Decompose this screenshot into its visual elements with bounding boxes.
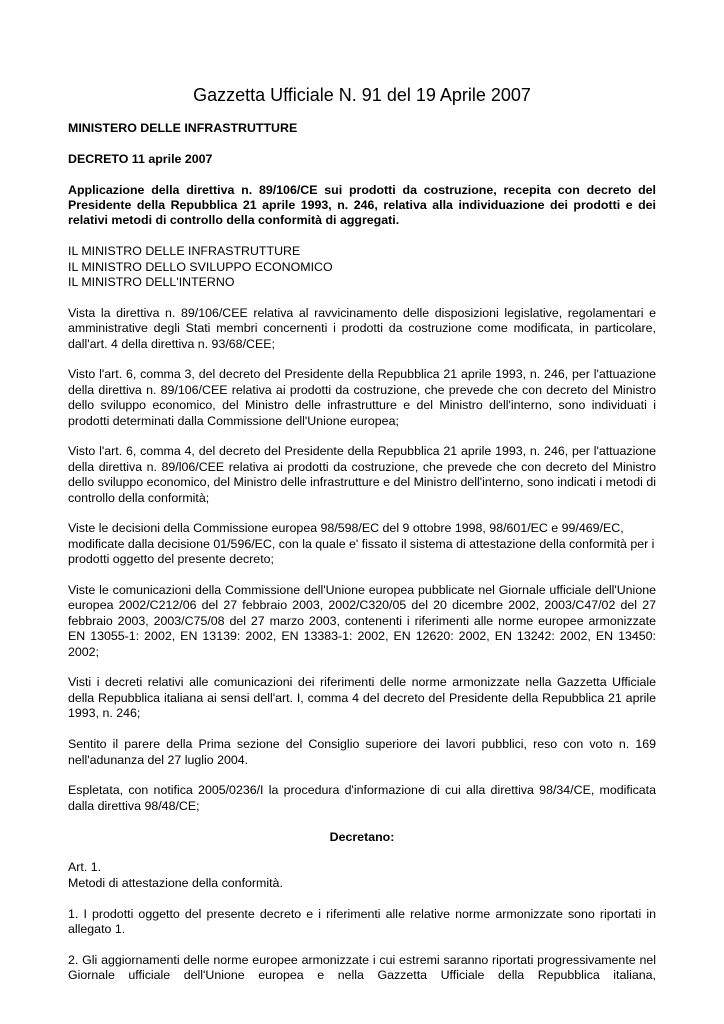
ministers-block (68, 244, 656, 290)
decretano-heading: Decretano: (329, 829, 395, 844)
document-page (68, 84, 656, 984)
recital-paragraph: Visto l'art. 6, comma 3, del decreto del Presidente della Repubblica 21 aprile 1993, n. 246, per l'attuazione della direttiva n. 89/106/CEE relativa ai prodotti da costruzione, che prevede che con decreto del Ministro dello sviluppo economico, del Ministro delle infrastrutture e del Ministro dell'interno, sono individuati i prodotti determinati dalla Commissione dell'Unione europea; (68, 367, 656, 428)
article-paragraph: 2. Gli aggiornamenti delle norme europee armonizzate i cui estremi saranno riportati progressivamente nel Giornale ufficiale dell'Unione europea e nella Gazzetta Ufficiale della Repubblica italiana, (68, 952, 656, 983)
document-title: Gazzetta Ufficiale N. 91 del 19 Aprile 2007 (193, 85, 531, 105)
recital-paragraph: Viste le decisioni della Commissione europea 98/598/EC del 9 ottobre 1998, 98/601/EC e 99/469/EC, modificate dalla decisione 01/596/EC, con la quale e' fissato il sistema di attestazione della conformità per i prodotti oggetto del presente decreto; (68, 521, 655, 567)
decree-heading: DECRETO 11 aprile 2007 (68, 151, 213, 166)
recital-paragraph: Visti i decreti relativi alle comunicazioni dei riferimenti delle norme armonizzate nella Gazzetta Ufficiale della Repubblica italiana ai sensi dell'art. I, comma 4 del decreto del Presidente della Repubblica 21 aprile 1993, n. 246; (68, 675, 656, 721)
article-heading (68, 860, 656, 891)
minister-line: IL MINISTRO DELLO SVILUPPO ECONOMICO (68, 259, 333, 274)
minister-line: IL MINISTRO DELL'INTERNO (68, 275, 235, 290)
minister-line: IL MINISTRO DELLE INFRASTRUTTURE (68, 244, 301, 259)
recital-paragraph: Espletata, con notifica 2005/0236/I la procedura d'informazione di cui alla direttiva 98/34/CE, modificata dalla direttiva 98/48/CE; (68, 783, 656, 813)
article-title: Metodi di attestazione della conformità. (68, 875, 283, 890)
recital-paragraph: Sentito il parere della Prima sezione del Consiglio superiore dei lavori pubblici, reso con voto n. 169 nell'adunanza del 27 luglio 2004. (68, 737, 656, 767)
recital-paragraph: Vista la direttiva n. 89/106/CEE relativa al ravvicinamento delle disposizioni legislative, regolamentari e amministrative degli Stati membri concernenti i prodotti da costruzione come modificata, in particolare, dall'art. 4 della direttiva n. 93/68/CEE; (68, 305, 656, 351)
article-paragraph: 1. I prodotti oggetto del presente decreto e i riferimenti alle relative norme armonizzate sono riportati in allegato 1. (68, 906, 656, 936)
recital-paragraph: Viste le comunicazioni della Commissione dell'Unione europea pubblicate nel Giornale ufficiale dell'Unione europea 2002/C212/06 del 27 febbraio 2003, 2002/C320/05 del 20 dicembre 2002, 2003/C47/02 del 27 febbraio 2003, 2003/C75/08 del 27 marzo 2003, contenenti i riferimenti alle norme europee armonizzate EN 13055-1: 2002, EN 13139: 2002, EN 13383-1: 2002, EN 12620: 2002, EN 13242: 2002, EN 13450: 2002; (68, 583, 656, 659)
article-number: Art. 1. (68, 860, 102, 875)
ministry-heading: MINISTERO DELLE INFRASTRUTTURE (68, 121, 298, 135)
decree-subject: Applicazione della direttiva n. 89/106/CE sui prodotti da costruzione, recepita con decreto del Presidente della Repubblica 21 aprile 1993, n. 246, relativa alla individuazione dei prodotti e dei relativi metodi di controllo della conformità di aggregati. (68, 182, 656, 228)
recital-paragraph: Visto l'art. 6, comma 4, del decreto del Presidente della Repubblica 21 aprile 1993, n. 246, per l'attuazione della direttiva n. 89/l06/CEE relativa ai prodotti da costruzione, che prevede che con decreto del Ministro dello sviluppo economico, del Ministro delle infrastrutture e del Ministro dell'interno, sono indicati i metodi di controllo della conformità; (68, 444, 656, 505)
